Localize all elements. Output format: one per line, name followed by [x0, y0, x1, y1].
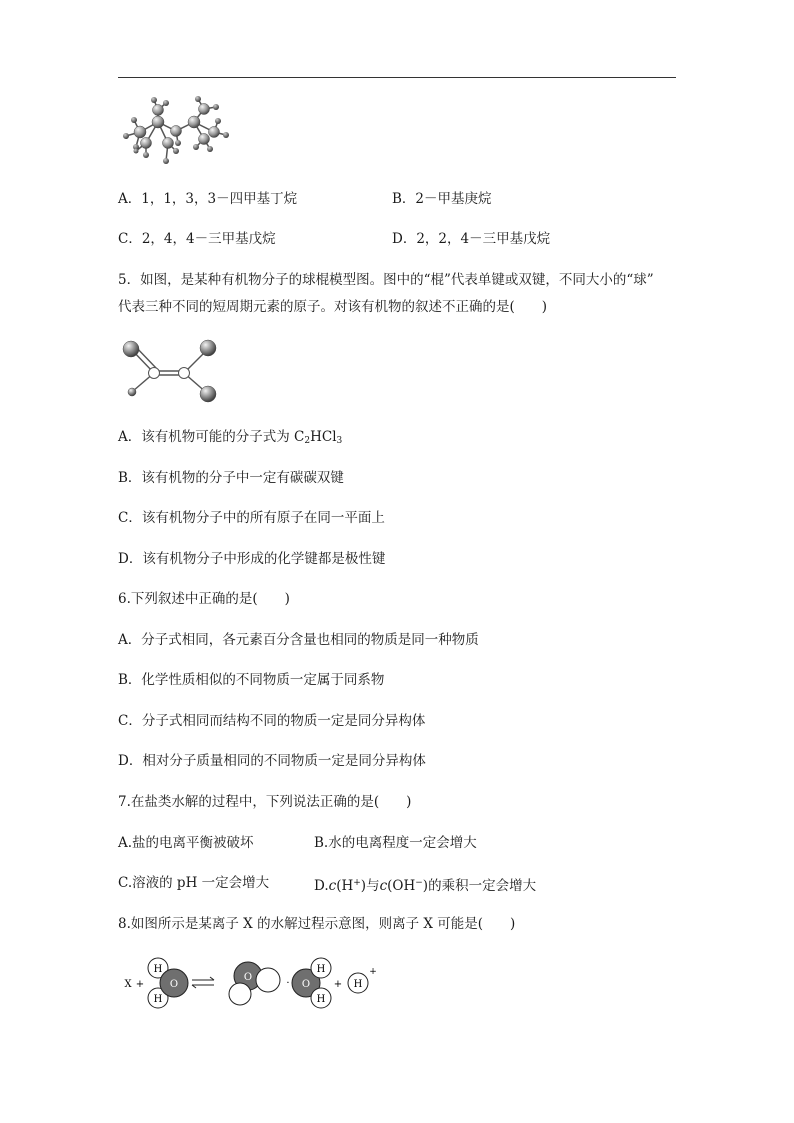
q5-ball-stick-model	[118, 336, 226, 406]
q7-option-c: C.溶液的 pH 一定会增大	[118, 875, 270, 891]
q5-option-d: D．该有机物分子中形成的化学键都是极性键	[118, 551, 386, 567]
q8-h-plus-sup: +	[369, 967, 377, 977]
q5-option-a-text: A．该有机物可能的分子式为 C	[118, 429, 305, 445]
q7-option-d	[314, 874, 536, 895]
q7-option-d-prefix: D.	[314, 878, 329, 894]
q5-option-a	[118, 428, 342, 450]
q8-stem: 8.如图所示是某离子 X 的水解过程示意图，则离子 X 可能是( )	[118, 916, 516, 932]
q8-h-1: H	[153, 964, 163, 975]
q7-option-a: A.盐的电离平衡被破坏	[118, 835, 254, 851]
q6-option-c: C．分子式相同而结构不同的物质一定是同分异构体	[118, 713, 426, 729]
q7-option-d-mid: )与	[360, 878, 380, 894]
q5-stem-line1: 5．如图，是某种有机物分子的球棍模型图。图中的“棍”代表单键或双键，不同大小的“球”	[118, 272, 654, 288]
q8-o-1: O	[169, 979, 179, 990]
q5-option-c: C．该有机物分子中的所有原子在同一平面上	[118, 510, 385, 526]
q5-option-a-sub2: 2	[304, 436, 311, 446]
q7-option-d-h: (H	[336, 878, 354, 894]
q4-option-b: B．2－甲基庚烷	[392, 191, 492, 207]
q8-plus-1: +	[135, 979, 145, 990]
q8-hydrolysis-diagram	[118, 952, 388, 1016]
q7-option-d-c2: c	[379, 878, 388, 894]
q7-option-d-suffix: )的乘积一定会增大	[422, 878, 537, 894]
q7-option-d-plus: +	[353, 878, 361, 888]
q6-option-d: D．相对分子质量相同的不同物质一定是同分异构体	[118, 753, 426, 769]
q8-h-2: H	[153, 994, 163, 1005]
q4-option-a: A．1，1，3，3－四甲基丁烷	[118, 191, 298, 207]
q7-option-d-c1: c	[328, 878, 337, 894]
q7-option-b: B.水的电离程度一定会增大	[314, 835, 477, 851]
q8-o-2: O	[243, 972, 253, 983]
q8-plus-2: +	[333, 979, 343, 990]
q6-stem: 6.下列叙述中正确的是( )	[118, 591, 290, 607]
q8-x-label: X	[124, 979, 132, 990]
q8-h-3: H	[316, 964, 326, 975]
q8-h-4: H	[316, 994, 326, 1005]
q6-option-a: A．分子式相同，各元素百分含量也相同的物质是同一种物质	[118, 632, 479, 648]
q8-o-3: O	[301, 979, 311, 990]
header-rule	[118, 77, 676, 78]
q7-option-d-minus: −	[415, 878, 423, 888]
q5-option-a-mid: HCl	[310, 429, 337, 445]
q5-option-b: B．该有机物的分子中一定有碳碳双键	[118, 470, 344, 486]
q6-option-b: B．化学性质相似的不同物质一定属于同系物	[118, 672, 385, 688]
q7-option-d-oh: (OH	[387, 878, 416, 894]
q5-option-a-sub3: 3	[336, 436, 343, 446]
q4-option-c: C．2，4，4－三甲基戊烷	[118, 231, 276, 247]
q5-stem-line2: 代表三种不同的短周期元素的原子。对该有机物的叙述不正确的是( )	[118, 299, 548, 315]
q7-stem: 7.在盐类水解的过程中，下列说法正确的是( )	[118, 794, 412, 810]
q8-h-5: H	[353, 979, 363, 990]
q4-option-d: D．2，2，4－三甲基戊烷	[392, 231, 551, 247]
q4-ball-stick-model	[118, 95, 238, 167]
q8-dot: ·	[286, 978, 290, 989]
